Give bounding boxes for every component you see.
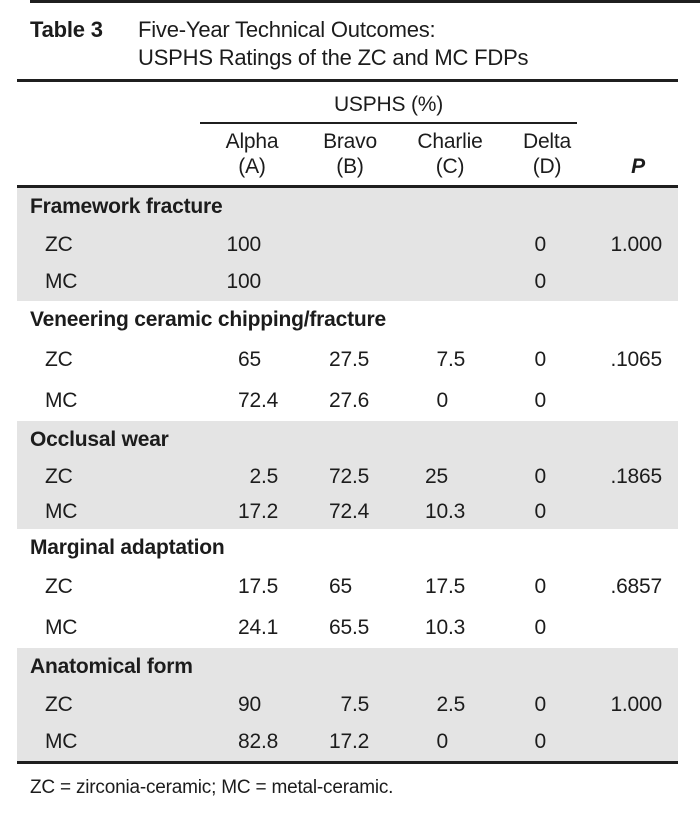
- row-label: MC: [45, 388, 78, 412]
- cell-bravo: 17 .2: [329, 730, 370, 754]
- row-label: MC: [45, 615, 78, 639]
- cell-charlie: 10 .3: [425, 499, 466, 523]
- column-header-charlie-name: Charlie: [417, 130, 483, 153]
- cell-delta: 0: [534, 499, 546, 523]
- row-label: MC: [45, 499, 78, 523]
- row-label: ZC: [45, 232, 73, 256]
- outcomes-table: [17, 79, 678, 764]
- row-label: MC: [45, 730, 78, 754]
- cell-alpha: 100: [226, 232, 261, 256]
- section-occlusal-wear: [17, 421, 678, 529]
- cell-delta: 0: [534, 575, 546, 599]
- column-header-delta-name: Delta: [522, 130, 572, 153]
- section-header: Marginal adaptation: [30, 536, 225, 559]
- table-row: [17, 567, 678, 608]
- cell-delta: 0: [534, 464, 546, 488]
- section-veneering-chipping: [17, 301, 678, 421]
- cell-charlie: 0: [436, 388, 448, 412]
- cell-bravo: 65: [329, 575, 352, 599]
- cell-delta: 0: [534, 730, 546, 754]
- table-title: [138, 16, 528, 72]
- column-header-bravo-name: Bravo: [323, 130, 377, 153]
- cell-bravo: 72 .5: [329, 464, 370, 488]
- cell-alpha: 100: [226, 270, 261, 294]
- cell-p: 1.000: [610, 232, 662, 256]
- cell-charlie: 0: [436, 730, 448, 754]
- table-title-block: [30, 16, 528, 72]
- table-row: [17, 339, 678, 380]
- cell-delta: 0: [534, 615, 546, 639]
- section-header: Framework fracture: [30, 195, 223, 218]
- column-header-alpha-name: Alpha: [225, 130, 279, 153]
- cell-alpha: 90: [238, 692, 261, 716]
- row-label: ZC: [45, 347, 73, 371]
- table-number-label: Table 3: [30, 17, 103, 42]
- cell-alpha: 82 .8: [238, 730, 279, 754]
- row-label: MC: [45, 270, 78, 294]
- cell-charlie: 25: [425, 464, 448, 488]
- column-header-bravo-abbr: (B): [336, 155, 364, 178]
- cell-delta: 0: [534, 270, 546, 294]
- spanner-usphs-label: USPHS (%): [333, 93, 444, 116]
- section-header: Veneering ceramic chipping/fracture: [30, 308, 386, 331]
- cell-alpha: 17 .5: [238, 575, 279, 599]
- table-row: [17, 459, 678, 494]
- cell-charlie: 7 .5: [436, 347, 466, 371]
- cell-p: .6857: [610, 575, 662, 599]
- section-marginal-adaptation: [17, 529, 678, 648]
- table-row: [17, 686, 678, 724]
- row-label: ZC: [45, 692, 73, 716]
- table-row: [17, 724, 678, 762]
- table-header: [17, 82, 678, 188]
- section-header: Anatomical form: [30, 655, 193, 678]
- column-header-alpha-abbr: (A): [238, 155, 266, 178]
- cell-delta: 0: [534, 232, 546, 256]
- row-label: ZC: [45, 464, 73, 488]
- cell-charlie: 10 .3: [425, 615, 466, 639]
- cell-charlie: 17 .5: [425, 575, 466, 599]
- section-framework-fracture: [17, 188, 678, 301]
- cell-bravo: 27 .6: [329, 388, 370, 412]
- spanner-rule: [200, 122, 577, 124]
- column-header-p: P: [631, 155, 645, 178]
- cell-delta: 0: [534, 388, 546, 412]
- page-top-rule: [30, 0, 700, 3]
- table-row: [17, 264, 678, 302]
- cell-delta: 0: [534, 692, 546, 716]
- cell-p: .1865: [610, 464, 662, 488]
- table-bottom-rule: [17, 761, 678, 764]
- table-title-line1: Five-Year Technical Outcomes:: [138, 17, 436, 42]
- table-row: [17, 494, 678, 529]
- cell-p: 1.000: [610, 692, 662, 716]
- column-header-delta-abbr: (D): [532, 155, 562, 178]
- cell-alpha: 17 .2: [238, 499, 279, 523]
- cell-alpha: 24 .1: [238, 615, 279, 639]
- cell-delta: 0: [534, 347, 546, 371]
- table-row: [17, 226, 678, 264]
- table-title-line2: USPHS Ratings of the ZC and MC FDPs: [138, 45, 529, 70]
- cell-bravo: 7 .5: [340, 692, 370, 716]
- column-header-charlie-abbr: (C): [435, 155, 465, 178]
- section-header: Occlusal wear: [30, 428, 169, 451]
- cell-bravo: 65 .5: [329, 615, 370, 639]
- cell-charlie: 2 .5: [436, 692, 466, 716]
- table-row: [17, 380, 678, 421]
- row-label: ZC: [45, 575, 73, 599]
- cell-alpha: 65: [238, 347, 261, 371]
- cell-bravo: 27 .5: [329, 347, 370, 371]
- section-anatomical-form: [17, 648, 678, 761]
- cell-alpha: 2 .5: [249, 464, 279, 488]
- table-footnote: ZC = zirconia-ceramic; MC = metal-ceramic.: [30, 777, 394, 798]
- cell-p: .1065: [610, 347, 662, 371]
- table-row: [17, 608, 678, 649]
- cell-alpha: 72 .4: [238, 388, 279, 412]
- cell-bravo: 72 .4: [329, 499, 370, 523]
